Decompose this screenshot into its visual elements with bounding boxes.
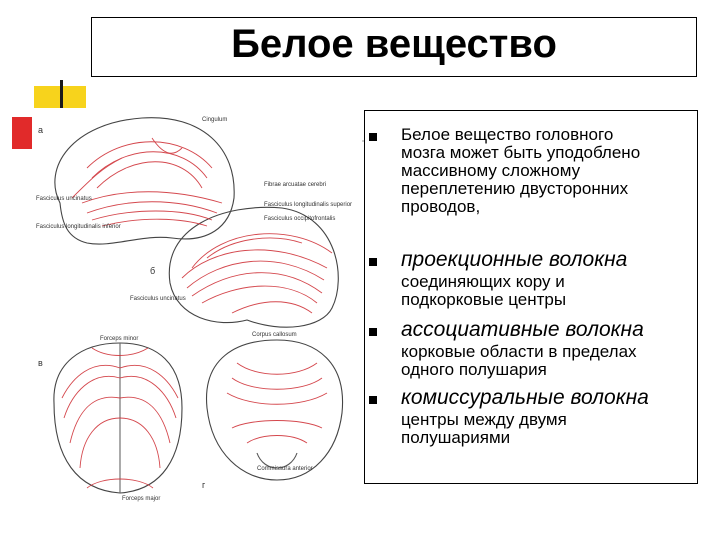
bullet-text-line: полушариями [401,428,511,447]
brain-illustration [32,108,362,503]
title-box [91,17,697,77]
label-fasc-long-sup: Fasciculus longitudinalis superior [264,202,353,208]
bullet-text-line: проводов, [401,197,481,216]
bullet-text-line: подкорковые центры [401,290,567,309]
label-forceps-minor: Forceps minor [100,336,139,342]
bullet-text-line: соединяющих кору и [401,272,565,291]
fiber-bundles [62,138,332,488]
slide-title: Белое вещество [231,22,557,66]
label-fasc-uncinatus-b: Fasciculus uncinatus [130,296,186,302]
bullet-text-line: массивному сложному [401,161,581,180]
bullet-heading: ассоциативные волокна [401,318,644,341]
label-forceps-major: Forceps major [122,496,161,502]
brain-outline-d [207,340,343,480]
brain-fibers-figure [32,108,362,503]
bullet-text-line: мозга может быть уподоблено [401,143,641,162]
label-corpus-callosum: Corpus callosum [252,332,297,338]
bullet-marker [369,258,377,266]
label-commissura-anterior: Commissura anterior [257,466,313,472]
bullet-heading: комиссуральные волокна [401,386,649,409]
bullet-marker [369,328,377,336]
label-fasc-uncinatus-a: Fasciculus uncinatus [36,196,92,202]
bullet-text-line: переплетению двусторонних [401,179,629,198]
panel-label-d: г [202,480,206,490]
bullet-text-line: корковые области в пределах [401,342,637,361]
bullet-text-line: одного полушария [401,360,547,379]
panel-label-c: в [38,358,43,368]
label-cingulum: Cingulum [202,117,228,123]
label-fibrae-arcuatae: Fibrae arcuatae cerebri [264,182,327,188]
bullet-marker [369,396,377,404]
bullet-text-line: Белое вещество головного [401,125,614,144]
bullet-marker [369,133,377,141]
bullet-heading: проекционные волокна [401,248,628,271]
panel-label-b: б [150,266,156,276]
label-fasc-occipitofrontalis: Fasciculus occipitofrontalis [264,216,336,222]
panel-label-a: а [38,125,44,135]
label-fasc-long-inf: Fasciculus longitudinalis inferior [36,224,121,230]
bullet-list-box [364,110,698,484]
bullet-text-line: центры между двумя [401,410,567,429]
